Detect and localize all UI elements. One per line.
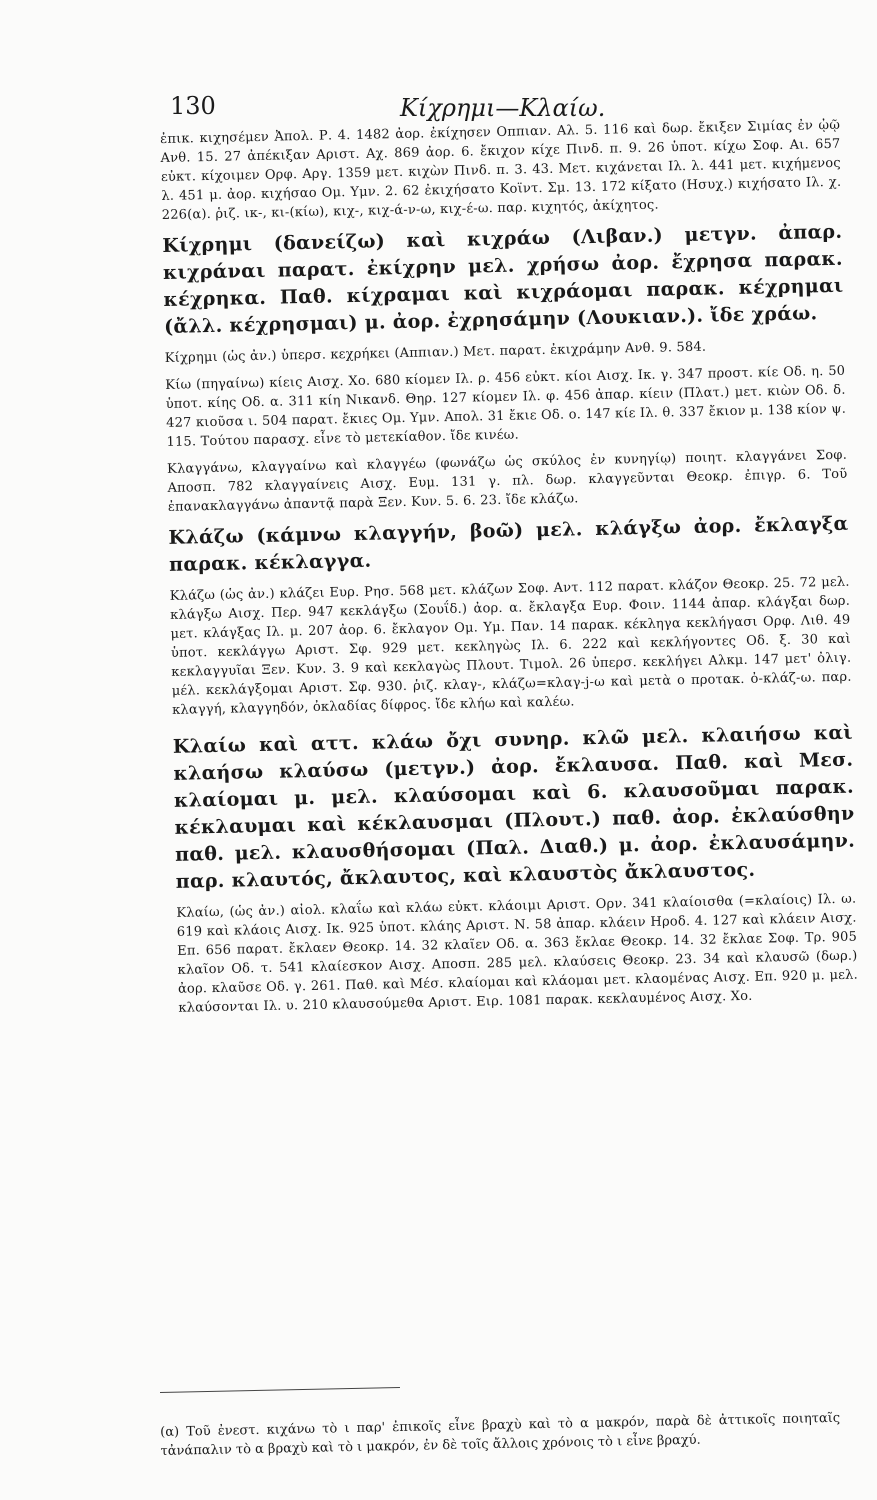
page-number: 130 [170,92,216,120]
entry-klazo-main: Κλάζω (κάμνω κλαγγήν, βοῶ) μελ. κλάγξω ἀορ. ἔκλαγξα παρακ. κέκλαγγα. [168,512,849,576]
entry-kio-forms: Κίω (πηγαίνω) κίεις Αισχ. Χο. 680 κίομεν Ιλ. ρ. 456 εὐκτ. κίοι Αισχ. Ικ. γ. 347 προστ. κίε Οδ. η. 50 ὑποτ. κίης Οδ. α. 311 κίη Νικανδ. Θηρ. 127 κίομεν Ιλ. φ. 456 ἀπαρ. κίειν (Πλατ.) μετ. κιὼν Οδ. δ. 427 κιοῦσα ι. 504 παρατ. ἔκιες Ομ. Υμν. Απολ. 31 ἔκιε Οδ. ο. 147 κίε Ιλ. θ. 337 ἔκιον μ. 138 κίον ψ. 115. Τούτου παρασχ. εἶνε τὸ μετεκίαθον. ἴδε κινέω. [165,363,847,450]
footnote-divider [160,1387,400,1393]
footnote: (α) Τοῦ ἐνεστ. κιχάνω τὸ ι παρ' ἐπικοῖς εἶνε βραχὺ καὶ τὸ α μακρόν, παρὰ δὲ ἀττικοῖς ποιηταῖς τἀνάπαλιν τὸ α βραχὺ καὶ τὸ ι μακρόν, ἐν δὲ τοῖς ἄλλοις χρόνοις τὸ ι εἶνε βραχύ. [160,1410,841,1459]
entry-kichremi-forms: Κίχρημι (ὡς ἀν.) ὑπερσ. κεχρήκει (Αππιαν.) Μετ. παρατ. ἐκιχράμην Ανθ. 9. 584. [164,339,707,366]
entry-kichemi-forms: ἐπικ. κιχησέμεν Ἀπολ. Ρ. 4. 1482 ἀορ. ἐκίχησεν Οππιαν. Αλ. 5. 116 καὶ δωρ. ἔκιξεν Σιμίας ἐν ᾠῷ Ανθ. 15. 27 ἀπέκιξαν Αριστ. Αχ. 869 ἀορ. 6. ἔκιχον κίχε Πινδ. π. 9. 26 ὑποτ. κίχω Σοφ. Αι. 657 εὐκτ. κίχοιμεν Ορφ. Αργ. 1359 μετ. κιχὼν Πινδ. π. 3. 43. Μετ. κιχάνεται Ιλ. λ. 441 μετ. κιχήμενος λ. 451 μ. ἀορ. κιχήσαο Ομ. Υμν. 2. 62 ἐκιχήσατο Κοϊντ. Σμ. 13. 172 κίξατο (Ησυχ.) κιχήσατο Ιλ. χ. 226(α). ῥιζ. ικ-, κι-(κίω), κιχ-, κιχ-ά-ν-ω, κιχ-έ-ω. παρ. κιχητός, ἀκίχητος. [160,117,842,223]
running-head: Κίχρημι—Κλαίω. [400,94,606,122]
entry-klanggano-forms: Κλαγγάνω, κλαγγαίνω καὶ κλαγγέω (φωνάζω ὡς σκύλος ἐν κυνηγίῳ) ποιητ. κλαγγάνει Σοφ. Αποσπ. 782 κλαγγαίνεις Αισχ. Ευμ. 131 γ. πλ. δωρ. κλαγγεῦνται Θεοκρ. ἐπιγρ. 6. Τοῦ ἐπανακλαγγάνω ἀπαντᾷ παρὰ Ξεν. Κυν. 5. 6. 23. ἴδε κλάζω. [166,447,848,515]
entry-klaio-forms: Κλαίω, (ὡς ἀν.) αἰολ. κλαΐω καὶ κλάω εὐκτ. κλάοιμι Αριστ. Ορν. 341 κλαίοισθα (=κλαίοις) Ιλ. ω. 619 καὶ κλάοις Αισχ. Ικ. 925 ὑποτ. κλάης Αριστ. Ν. 58 ἀπαρ. κλάειν Ηροδ. 4. 127 καὶ κλάειν Αισχ. Επ. 656 παρατ. ἔκλαεν Θεοκρ. 14. 32 κλαῖεν Οδ. α. 363 ἔκλαε Θεοκρ. 14. 32 ἔκλαε Σοφ. Τρ. 905 κλαῖον Οδ. τ. 541 κλαίεσκον Αισχ. Αποσπ. 285 μελ. κλαύσεις Θεοκρ. 23. 34 καὶ κλαυσῶ (δωρ.) ἀορ. κλαῦσε Οδ. γ. 261. Παθ. καὶ Μέσ. κλαίομαι καὶ κλάομαι μετ. κλαομένας Αισχ. Επ. 920 μ. μελ. κλαύσονται Ιλ. υ. 210 κλαυσούμεθα Αριστ. Ειρ. 1081 παρακ. κεκλαυμένος Αισχ. Χο. [176,891,859,1016]
entry-klaio-main: Κλαίω καὶ αττ. κλάω ὄχι συνηρ. κλῶ μελ. κλαιήσω καὶ κλαήσω κλαύσω (μετγν.) ἀορ. ἔκλαυσα. Παθ. καὶ Μεσ. κλαίομαι μ. μελ. κλαύσομαι καὶ 6. κλαυσοῦμαι παρακ. κέκλαυμαι καὶ κέκλαυσμαι (Πλουτ.) παθ. ἀορ. ἐκλαύσθην παθ. μελ. κλαυσθήσομαι (Παλ. Διαθ.) μ. ἀορ. ἐκλαυσάμην. παρ. κλαυτός, ἄκλαυτος, καὶ κλαυστὸς ἄκλαυστος. [172,721,856,893]
entry-klazo-forms: Κλάζω (ὡς ἀν.) κλάζει Ευρ. Ρησ. 568 μετ. κλάζων Σοφ. Αντ. 112 παρατ. κλάζον Θεοκρ. 25. 72 μελ. κλάγξω Αισχ. Περ. 947 κεκλάγξω (Σουΐδ.) ἀορ. α. ἔκλαγξα Ευρ. Φοιν. 1144 ἀπαρ. κλάγξαι δωρ. μετ. κλάγξας Ιλ. μ. 207 ἀορ. 6. ἔκλαγον Ομ. Υμ. Παν. 14 παρακ. κέκληγα κεκλήγασι Ορφ. Λιθ. 49 ὑποτ. κεκλάγγω Αριστ. Σφ. 929 μετ. κεκληγὼς Ιλ. 6. 222 καὶ κεκλήγοντες Οδ. ξ. 30 καὶ κεκλαγγυῖαι Ξεν. Κυν. 3. 9 καὶ κεκλαγὼς Πλουτ. Τιμολ. 26 ὑπερσ. κεκλήγει Αλκμ. 147 μετ' ὀλιγ. μέλ. κεκλάγξομαι Αριστ. Σφ. 930. ῥιζ. κλαγ-, κλάζω=κλαγ-j-ω καὶ μετὰ ο προτακ. ὀ-κλάζ-ω. παρ. κλαγγή, κλαγγηδόν, ὀκλαδίας δίφρος. ἴδε κλήω καὶ καλέω. [169,574,852,718]
text-column [160,116,859,1026]
entry-kichremi-main: Κίχρημι (δανείζω) καὶ κιχράω (Λιβαν.) μετγν. ἀπαρ. κιχράναι παρατ. ἐκίχρην μελ. χρήσω ἀορ. ἔχρησα παρακ. κέχρηκα. Παθ. κίχραμαι καὶ κιχράομαι παρακ. κέχρημαι (ἄλλ. κέχρησμαι) μ. ἀορ. ἐχρησάμην (Λουκιαν.). ἴδε χράω. [162,220,844,338]
